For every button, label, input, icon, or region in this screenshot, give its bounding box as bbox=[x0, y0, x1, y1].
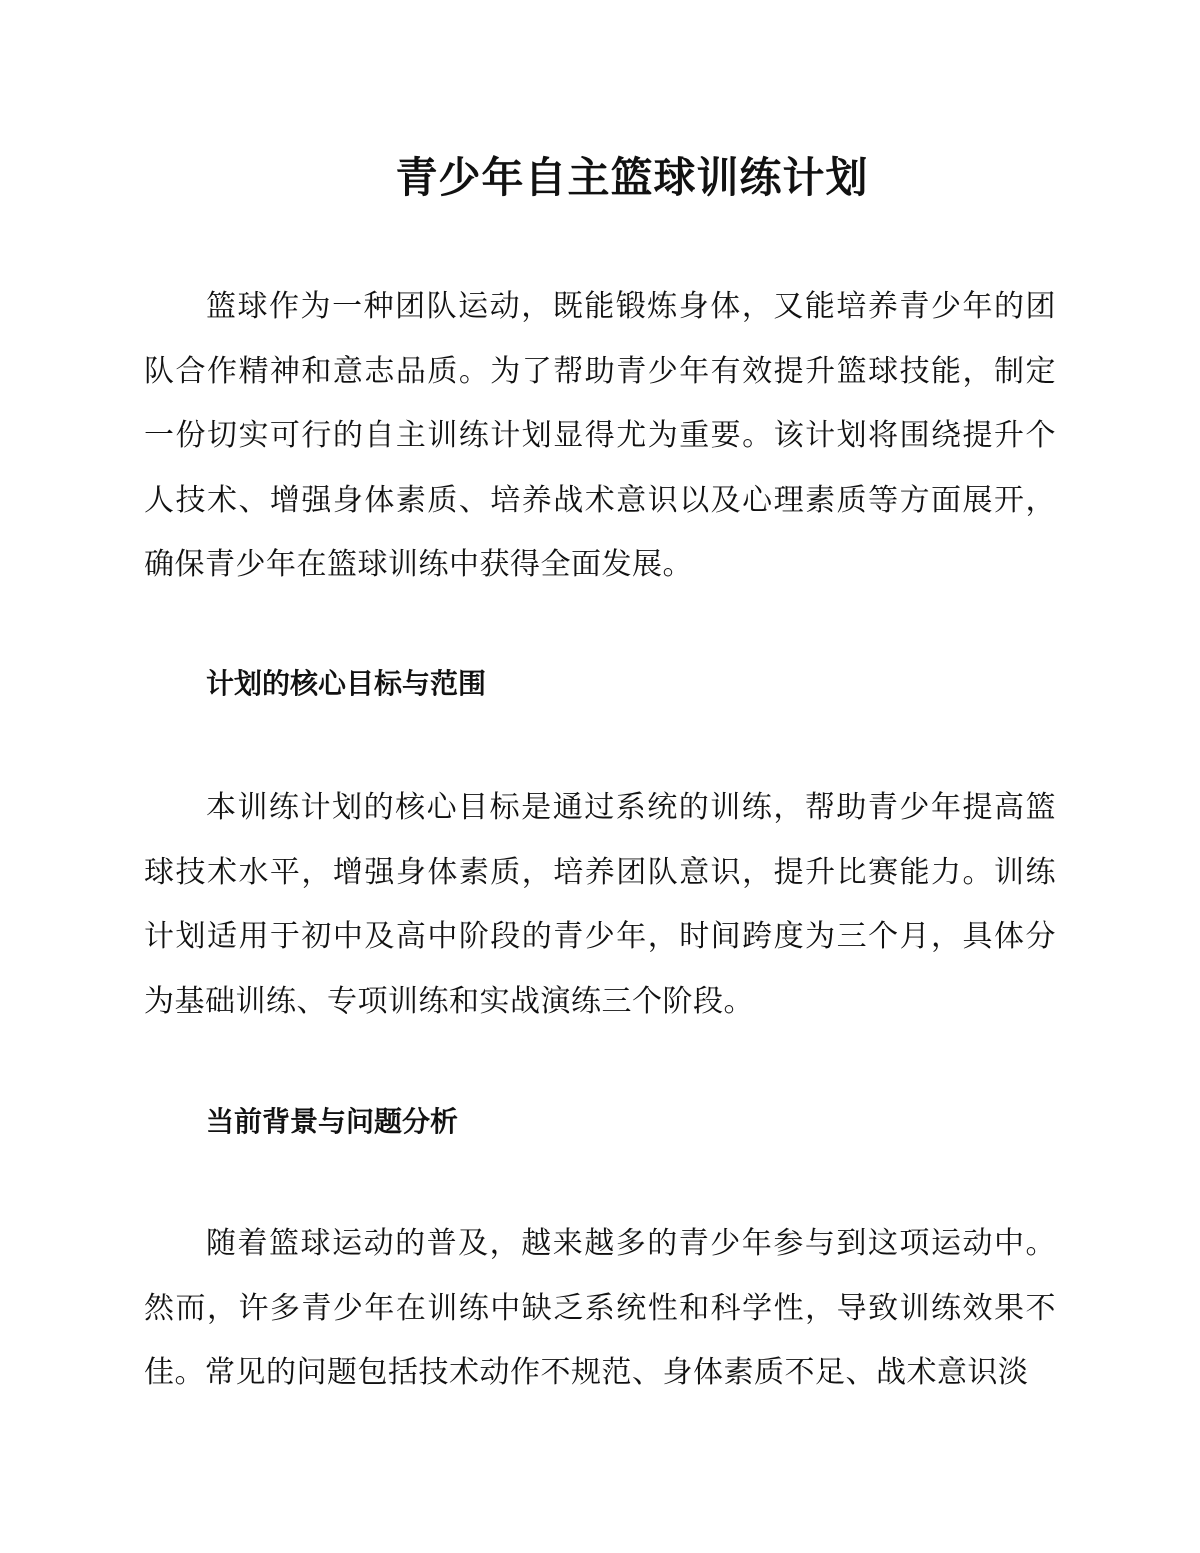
intro-paragraph: 篮球作为一种团队运动，既能锻炼身体，又能培养青少年的团队合作精神和意志品质。为了帮助青少年有效提升篮球技能，制定一份切实可行的自主训练计划显得尤为重要。该计划将围绕提升个人技术、增强身体素质、培养战术意识以及心理素质等方面展开，确保青少年在篮球训练中获得全面发展。 bbox=[144, 289, 1056, 583]
document-title: 青少年自主篮球训练计划 bbox=[395, 153, 869, 202]
section-heading-background: 当前背景与问题分析 bbox=[206, 1105, 459, 1138]
section-body-background: 随着篮球运动的普及，越来越多的青少年参与到这项运动中。然而，许多青少年在训练中缺乏系统性和科学性，导致训练效果不佳。常见的问题包括技术动作不规范、身体素质不足、战术意识淡 bbox=[144, 1226, 1056, 1391]
section-heading-goals: 计划的核心目标与范围 bbox=[206, 667, 487, 700]
section-body-goals: 本训练计划的核心目标是通过系统的训练，帮助青少年提高篮球技术水平，增强身体素质，培养团队意识，提升比赛能力。训练计划适用于初中及高中阶段的青少年，时间跨度为三个月，具体分为基础训练、专项训练和实战演练三个阶段。 bbox=[144, 790, 1056, 1019]
